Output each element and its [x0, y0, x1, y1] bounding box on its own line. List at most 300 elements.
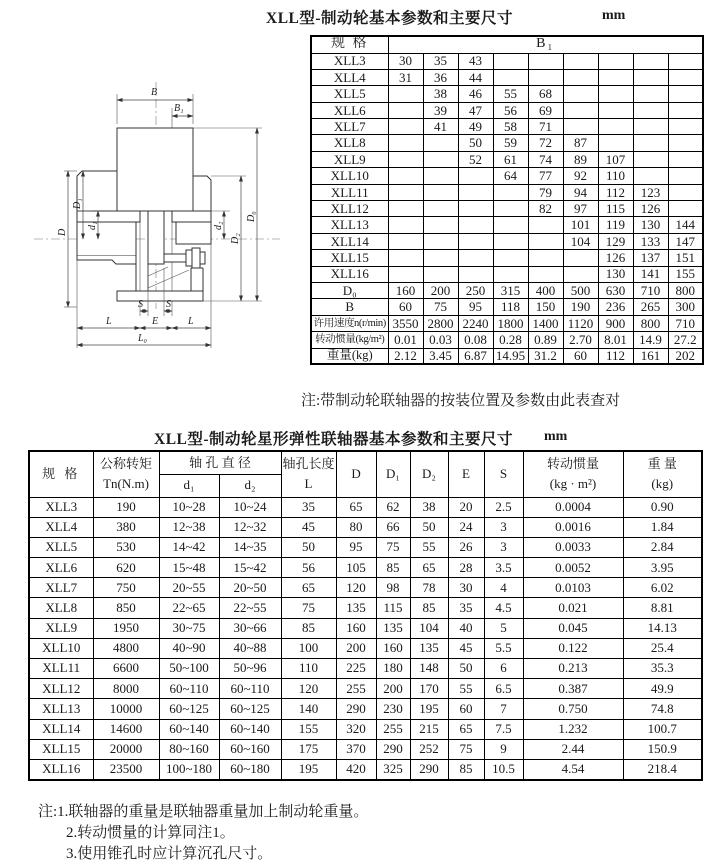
value-cell: 370 [336, 739, 376, 759]
value-cell: 60~180 [219, 759, 281, 779]
value-cell: 60~160 [219, 739, 281, 759]
value-cell: 2240 [458, 315, 493, 331]
value-cell: 104 [410, 618, 448, 638]
value-cell: 104 [563, 233, 598, 249]
row-label-cell: 转动惯量(kg/m²) [311, 332, 388, 348]
table1-spec-header: 规 格 [311, 36, 388, 53]
value-cell: 850 [93, 598, 159, 618]
row-label-cell: 重量(kg) [311, 348, 388, 364]
value-cell: 9 [484, 739, 523, 759]
value-cell: 4 [484, 578, 523, 598]
value-cell [633, 102, 668, 118]
value-cell: 5 [484, 618, 523, 638]
value-cell: 82 [528, 201, 563, 217]
dim-label-D1: D₁ [72, 198, 83, 209]
value-cell: 14~35 [219, 537, 281, 557]
value-cell: 72 [528, 135, 563, 151]
value-cell: 50 [281, 537, 336, 557]
value-cell [423, 184, 458, 200]
value-cell [493, 69, 528, 85]
table-row [311, 217, 703, 233]
table2-weight-header [623, 451, 702, 497]
value-cell: 79 [528, 184, 563, 200]
value-cell: 135 [410, 638, 448, 658]
row-label-cell: 许用速度n(r/min) [311, 315, 388, 331]
value-cell: 85 [281, 618, 336, 638]
value-cell: 2.44 [523, 739, 623, 759]
value-cell: 30~75 [159, 618, 219, 638]
value-cell: 500 [563, 282, 598, 298]
row-label-cell: B [311, 299, 388, 315]
value-cell: 52 [458, 151, 493, 167]
value-cell [668, 151, 703, 167]
value-cell: 110 [598, 168, 633, 184]
dim-B1 [172, 103, 193, 116]
value-cell: 50~96 [219, 659, 281, 679]
value-cell [458, 266, 493, 282]
value-cell: 49.9 [623, 679, 702, 699]
value-cell [528, 69, 563, 85]
table2-bore-len-header [281, 451, 336, 497]
dim-label-B: B [151, 87, 158, 98]
value-cell [528, 233, 563, 249]
value-cell: 58 [493, 119, 528, 135]
value-cell [563, 266, 598, 282]
dim-label-L0: L₀ [138, 333, 148, 344]
value-cell: 15~48 [159, 558, 219, 578]
value-cell: 75 [281, 598, 336, 618]
value-cell: 200 [423, 282, 458, 298]
value-cell: 85 [410, 598, 448, 618]
value-cell: 135 [376, 618, 410, 638]
value-cell: 3550 [388, 315, 423, 331]
table-row [29, 598, 702, 618]
table1-note: 注:带制动轮联轴器的按装位置及参数由此表查对 [301, 393, 621, 409]
elastic-spider [148, 211, 164, 264]
value-cell [633, 168, 668, 184]
table1-unit-label: mm [602, 8, 626, 23]
value-cell: 0.750 [523, 699, 623, 719]
value-cell: 74.8 [623, 699, 702, 719]
value-cell [563, 250, 598, 266]
value-cell [423, 151, 458, 167]
row-label-cell: XLL16 [29, 759, 93, 779]
value-cell: 30 [448, 578, 484, 598]
value-cell: 95 [336, 537, 376, 557]
table-row [29, 739, 702, 759]
value-cell [388, 201, 423, 217]
row-label-cell: XLL10 [29, 638, 93, 658]
value-cell: 190 [563, 299, 598, 315]
value-cell: 0.387 [523, 679, 623, 699]
value-cell [458, 233, 493, 249]
value-cell: 50 [458, 135, 493, 151]
value-cell [458, 217, 493, 233]
value-cell: 133 [633, 233, 668, 249]
value-cell: 44 [458, 69, 493, 85]
value-cell [388, 135, 423, 151]
value-cell: 255 [336, 679, 376, 699]
value-cell: 14~42 [159, 537, 219, 557]
bolt [164, 248, 205, 268]
value-cell: 118 [493, 299, 528, 315]
table-row [29, 517, 702, 537]
value-cell [493, 217, 528, 233]
value-cell: 2.5 [484, 497, 523, 517]
value-cell [668, 135, 703, 151]
row-label-cell: XLL4 [311, 69, 388, 85]
value-cell: 250 [458, 282, 493, 298]
value-cell [388, 250, 423, 266]
row-label-cell: XLL14 [311, 233, 388, 249]
table-row [311, 69, 703, 85]
value-cell [493, 53, 528, 69]
value-cell [458, 184, 493, 200]
table-row [311, 250, 703, 266]
inertia-label: 转动惯量 [547, 456, 600, 472]
value-cell: 6.02 [623, 578, 702, 598]
torque-unit: Tn(N.m) [103, 476, 149, 492]
value-cell: 23500 [93, 759, 159, 779]
row-label-cell: XLL3 [29, 497, 93, 517]
row-label-cell: XLL16 [311, 266, 388, 282]
value-cell: 110 [281, 659, 336, 679]
brake-wheel-parameters-table [310, 35, 704, 365]
value-cell: 155 [668, 266, 703, 282]
value-cell: 120 [336, 578, 376, 598]
row-label-cell: XLL5 [311, 86, 388, 102]
value-cell: 50 [410, 517, 448, 537]
value-cell: 119 [598, 217, 633, 233]
value-cell: 12~32 [219, 517, 281, 537]
value-cell: 900 [598, 315, 633, 331]
value-cell: 255 [376, 719, 410, 739]
value-cell [668, 201, 703, 217]
row-label-cell: XLL12 [29, 679, 93, 699]
value-cell: 160 [376, 638, 410, 658]
value-cell: 630 [598, 282, 633, 298]
table2-D2-header: D₂ [410, 451, 448, 497]
value-cell: 1.84 [623, 517, 702, 537]
value-cell: 710 [633, 282, 668, 298]
value-cell [528, 250, 563, 266]
row-label-cell: XLL4 [29, 517, 93, 537]
value-cell [598, 119, 633, 135]
inertia-unit: (kg · m²) [549, 476, 597, 492]
value-cell: 56 [281, 558, 336, 578]
value-cell: 3.45 [423, 348, 458, 364]
value-cell [668, 69, 703, 85]
value-cell: 202 [668, 348, 703, 364]
value-cell: 20~55 [159, 578, 219, 598]
value-cell: 55 [410, 537, 448, 557]
value-cell: 40~90 [159, 638, 219, 658]
row-label-cell: XLL10 [311, 168, 388, 184]
value-cell: 10000 [93, 699, 159, 719]
value-cell: 61 [493, 151, 528, 167]
row-label-cell: D₀ [311, 282, 388, 298]
table-row [311, 168, 703, 184]
dim-label-E: E [152, 316, 159, 327]
value-cell: 0.213 [523, 659, 623, 679]
footnote-2: 2.转动惯量的计算同注1。 [66, 825, 235, 841]
value-cell: 0.0052 [523, 558, 623, 578]
value-cell: 140 [281, 699, 336, 719]
value-cell: 50~100 [159, 659, 219, 679]
value-cell [633, 119, 668, 135]
dim-label-S-left: S [138, 299, 143, 310]
row-label-cell: XLL8 [29, 598, 93, 618]
value-cell: 115 [376, 598, 410, 618]
table-row [29, 638, 702, 658]
value-cell: 123 [633, 184, 668, 200]
table2-D-header: D [336, 451, 376, 497]
value-cell [563, 102, 598, 118]
value-cell: 1950 [93, 618, 159, 638]
table-row [29, 558, 702, 578]
value-cell: 94 [563, 184, 598, 200]
table-row [311, 315, 703, 331]
value-cell [563, 53, 598, 69]
value-cell [528, 217, 563, 233]
table1-title: XLL型-制动轮基本参数和主要尺寸 [266, 10, 514, 27]
value-cell [388, 119, 423, 135]
value-cell: 28 [448, 558, 484, 578]
value-cell: 60 [448, 699, 484, 719]
dim-label-D: D [57, 228, 68, 236]
value-cell: 39 [423, 102, 458, 118]
row-label-cell: XLL11 [29, 659, 93, 679]
row-label-cell: XLL6 [29, 558, 93, 578]
value-cell: 35 [281, 497, 336, 517]
value-cell [493, 250, 528, 266]
value-cell: 151 [668, 250, 703, 266]
value-cell [423, 135, 458, 151]
table-row [29, 659, 702, 679]
value-cell: 20~50 [219, 578, 281, 598]
value-cell: 5.5 [484, 638, 523, 658]
value-cell: 20000 [93, 739, 159, 759]
value-cell: 1800 [493, 315, 528, 331]
table-row [29, 679, 702, 699]
value-cell: 60~125 [219, 699, 281, 719]
footnote-1: 注:1.联轴器的重量是联轴器重量加上制动轮重量。 [38, 804, 369, 820]
value-cell [598, 135, 633, 151]
table2-D1-header: D₁ [376, 451, 410, 497]
value-cell: 100.7 [623, 719, 702, 739]
value-cell [528, 53, 563, 69]
value-cell: 6.5 [484, 679, 523, 699]
table-row [29, 759, 702, 779]
value-cell: 22~55 [219, 598, 281, 618]
table2-bore-dia-header: 轴 孔 直 径 [159, 451, 281, 474]
value-cell: 265 [633, 299, 668, 315]
value-cell [668, 168, 703, 184]
value-cell: 100 [281, 638, 336, 658]
value-cell: 35 [423, 53, 458, 69]
value-cell: 47 [458, 102, 493, 118]
value-cell [563, 119, 598, 135]
value-cell: 92 [563, 168, 598, 184]
value-cell [423, 217, 458, 233]
row-label-cell: XLL13 [311, 217, 388, 233]
value-cell: 0.0016 [523, 517, 623, 537]
row-label-cell: XLL5 [29, 537, 93, 557]
dim-label-L-left: L [106, 316, 112, 327]
table-row [311, 348, 703, 364]
dim-label-D2: D₂ [230, 233, 241, 244]
value-cell: 8000 [93, 679, 159, 699]
value-cell: 135 [336, 598, 376, 618]
value-cell: 150 [528, 299, 563, 315]
value-cell: 30 [388, 53, 423, 69]
value-cell: 252 [410, 739, 448, 759]
value-cell: 75 [448, 739, 484, 759]
value-cell: 80~160 [159, 739, 219, 759]
value-cell: 26 [448, 537, 484, 557]
value-cell: 6600 [93, 659, 159, 679]
value-cell: 126 [633, 201, 668, 217]
table-row [29, 618, 702, 638]
value-cell: 170 [410, 679, 448, 699]
value-cell [563, 69, 598, 85]
dim-label-d1: d₁ [87, 221, 98, 230]
value-cell [388, 86, 423, 102]
row-label-cell: XLL7 [29, 578, 93, 598]
table1-b1-header: B₁ [388, 36, 703, 53]
value-cell: 59 [493, 135, 528, 151]
dim-label-L-right: L [188, 316, 194, 327]
value-cell: 290 [410, 759, 448, 779]
table-row [311, 233, 703, 249]
value-cell: 14.95 [493, 348, 528, 364]
value-cell [493, 201, 528, 217]
value-cell [668, 53, 703, 69]
row-label-cell: XLL14 [29, 719, 93, 739]
value-cell: 195 [410, 699, 448, 719]
table2-header-row-1 [29, 451, 702, 474]
row-label-cell: XLL12 [311, 201, 388, 217]
value-cell [598, 102, 633, 118]
value-cell: 40~88 [219, 638, 281, 658]
table-row [311, 266, 703, 282]
value-cell: 175 [281, 739, 336, 759]
value-cell [388, 184, 423, 200]
value-cell: 0.89 [528, 332, 563, 348]
value-cell: 0.08 [458, 332, 493, 348]
value-cell: 126 [598, 250, 633, 266]
value-cell: 85 [448, 759, 484, 779]
value-cell: 10~28 [159, 497, 219, 517]
value-cell: 0.01 [388, 332, 423, 348]
value-cell: 290 [376, 739, 410, 759]
value-cell: 60~110 [159, 679, 219, 699]
value-cell: 15~42 [219, 558, 281, 578]
value-cell: 38 [423, 86, 458, 102]
value-cell: 60~140 [159, 719, 219, 739]
value-cell: 3 [484, 537, 523, 557]
value-cell: 0.122 [523, 638, 623, 658]
value-cell: 75 [423, 299, 458, 315]
value-cell: 0.045 [523, 618, 623, 638]
value-cell [668, 102, 703, 118]
dim-label-d2: d₂ [213, 221, 224, 230]
value-cell: 3.95 [623, 558, 702, 578]
value-cell: 129 [598, 233, 633, 249]
value-cell [458, 201, 493, 217]
value-cell: 4800 [93, 638, 159, 658]
value-cell: 236 [598, 299, 633, 315]
row-label-cell: XLL11 [311, 184, 388, 200]
value-cell [423, 233, 458, 249]
value-cell: 31.2 [528, 348, 563, 364]
value-cell: 31 [388, 69, 423, 85]
value-cell: 98 [376, 578, 410, 598]
table-row [29, 699, 702, 719]
value-cell: 100~180 [159, 759, 219, 779]
bore-len-symbol: L [304, 476, 313, 492]
table-row [311, 299, 703, 315]
value-cell: 112 [598, 184, 633, 200]
value-cell: 65 [448, 719, 484, 739]
value-cell: 215 [410, 719, 448, 739]
table-row [311, 86, 703, 102]
value-cell: 200 [336, 638, 376, 658]
value-cell: 315 [493, 282, 528, 298]
value-cell: 2800 [423, 315, 458, 331]
value-cell: 60~125 [159, 699, 219, 719]
value-cell: 320 [336, 719, 376, 739]
value-cell: 7.5 [484, 719, 523, 739]
value-cell: 62 [376, 497, 410, 517]
value-cell: 46 [458, 86, 493, 102]
table-row [29, 578, 702, 598]
value-cell: 49 [458, 119, 493, 135]
value-cell [598, 53, 633, 69]
value-cell: 0.021 [523, 598, 623, 618]
value-cell: 2.12 [388, 348, 423, 364]
value-cell [528, 266, 563, 282]
value-cell: 101 [563, 217, 598, 233]
value-cell: 2.84 [623, 537, 702, 557]
value-cell: 85 [376, 558, 410, 578]
value-cell: 78 [410, 578, 448, 598]
weight-unit: (kg) [651, 476, 674, 492]
value-cell: 225 [336, 659, 376, 679]
value-cell: 137 [633, 250, 668, 266]
value-cell: 1120 [563, 315, 598, 331]
value-cell: 43 [458, 53, 493, 69]
value-cell: 3.5 [484, 558, 523, 578]
value-cell: 130 [633, 217, 668, 233]
value-cell: 36 [423, 69, 458, 85]
footnote-3: 3.使用锥孔时应计算沉孔尺寸。 [66, 846, 273, 862]
value-cell: 2.70 [563, 332, 598, 348]
value-cell [598, 86, 633, 102]
value-cell: 10.5 [484, 759, 523, 779]
table2-S-header: S [484, 451, 523, 497]
value-cell: 14600 [93, 719, 159, 739]
value-cell: 105 [336, 558, 376, 578]
value-cell: 6.87 [458, 348, 493, 364]
value-cell [388, 102, 423, 118]
value-cell: 115 [598, 201, 633, 217]
value-cell: 0.0004 [523, 497, 623, 517]
value-cell: 60 [388, 299, 423, 315]
value-cell: 0.0033 [523, 537, 623, 557]
value-cell: 97 [563, 201, 598, 217]
value-cell: 7 [484, 699, 523, 719]
